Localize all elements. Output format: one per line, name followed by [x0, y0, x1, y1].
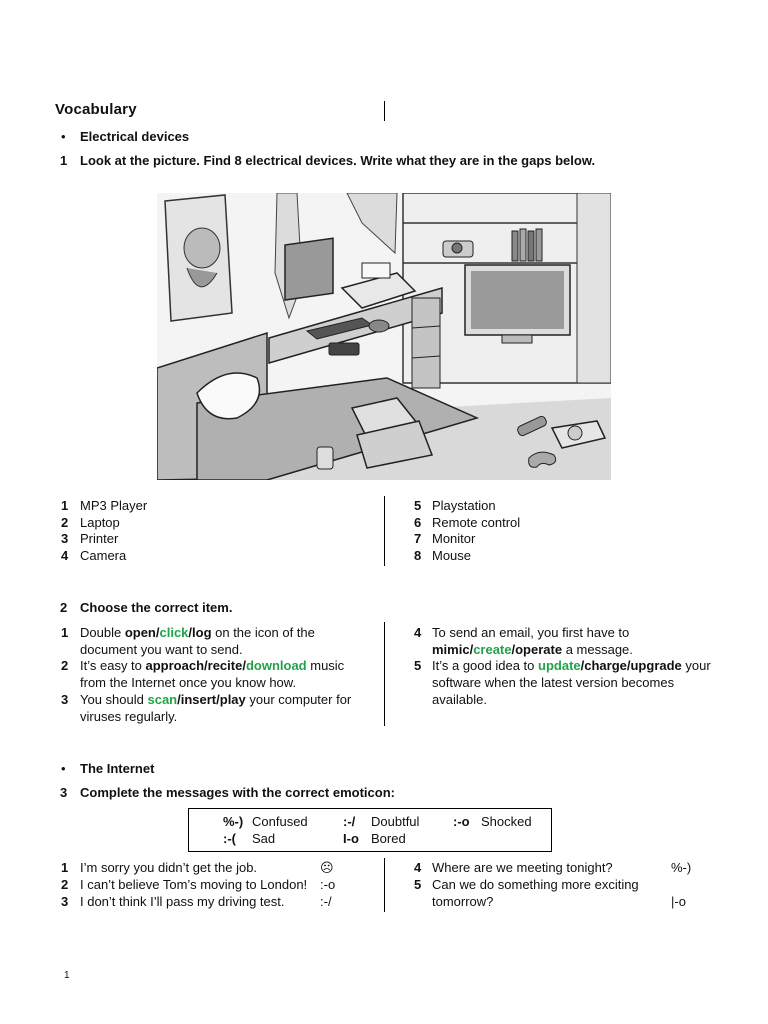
emoticon-meaning: Confused	[252, 814, 308, 829]
emoticon-answer: :-/	[320, 894, 332, 909]
bullet-icon: •	[61, 761, 66, 776]
emoticon-meaning: Shocked	[481, 814, 532, 829]
bedroom-illustration	[157, 193, 611, 480]
page-title: Vocabulary	[55, 101, 137, 118]
emoticon-code: :-/	[343, 814, 356, 829]
exercise-number: 3	[60, 785, 68, 800]
column-divider	[384, 496, 385, 566]
emoticon-legend-box	[188, 808, 552, 852]
emoticon-code: %-)	[223, 814, 244, 829]
emoticon-code: :-(	[223, 831, 236, 846]
column-divider	[384, 858, 385, 912]
text-cursor	[384, 101, 385, 121]
exercise-instruction: Look at the picture. Find 8 electrical devices. Write what they are in the gaps below.	[80, 153, 596, 168]
emoticon-answer: ☹	[320, 860, 334, 875]
desk-monitor	[285, 238, 333, 300]
exercise-number: 1	[60, 153, 68, 168]
emoticon-meaning: Sad	[252, 831, 276, 846]
emoticon-answer: |-o	[671, 894, 686, 909]
bullet-icon: •	[61, 129, 66, 144]
section-heading-internet: The Internet	[80, 761, 155, 776]
exercise-instruction: Choose the correct item.	[80, 600, 233, 615]
emoticon-meaning: Doubtful	[371, 814, 420, 829]
emoticon-answer: :-o	[320, 877, 336, 892]
exercise-number: 2	[60, 600, 68, 615]
column-divider	[384, 622, 385, 726]
page-number: 1	[64, 970, 70, 981]
emoticon-code: I-o	[343, 831, 359, 846]
exercise-instruction: Complete the messages with the correct emoticon:	[80, 785, 395, 800]
section-heading-electrical: Electrical devices	[80, 129, 190, 144]
mp3-player	[317, 447, 333, 469]
emoticon-meaning: Bored	[371, 831, 406, 846]
emoticon-answer: %-)	[671, 860, 692, 875]
emoticon-code: :-o	[453, 814, 470, 829]
